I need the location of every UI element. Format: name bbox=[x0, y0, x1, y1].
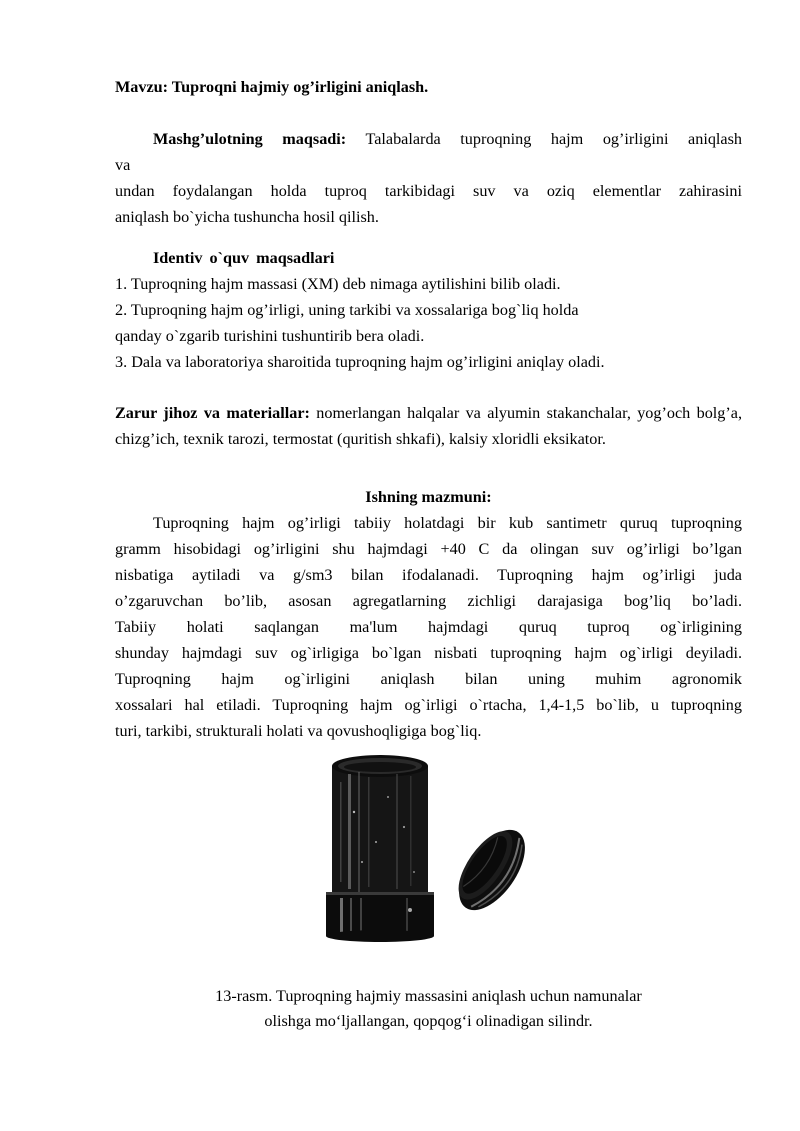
content-line-4: o’zgaruvchan bo’lib, asosan agregatlarning zichligi darajasiga bog’liq bo’ladi. bbox=[115, 592, 742, 610]
content-line-3: nisbatiga aytiladi va g/sm3 bilan ifodalanadi. Tuproqning hajm og’irligi juda bbox=[115, 566, 742, 584]
goal-line-4: aniqlash bo`yicha tushuncha hosil qilish. bbox=[115, 208, 379, 226]
cylinder-lid bbox=[445, 818, 538, 921]
content-line-1: Tuproqning hajm og’irligi tabiiy holatdagi bir kub santimetr quruq tuproqning bbox=[153, 514, 742, 532]
materials-paragraph bbox=[115, 400, 742, 452]
cylinder-body bbox=[326, 755, 434, 942]
cylinder-figure bbox=[318, 752, 540, 948]
materials-text: nomerlangan halqalar va alyumin stakanchalar, yog’och bolg’a, chizg’ich, texnik tarozi, termostat (quritish shkafi), kalsiy xloridli eksikator. bbox=[115, 404, 742, 448]
materials-label: Zarur jihoz va materiallar: bbox=[115, 404, 310, 422]
content-line-6: shunday hajmdagi suv og`irligiga bo`lgan nisbati tuproqning hajm og`irligi deyiladi. bbox=[115, 644, 742, 662]
objective-item-2: 2. Tuproqning hajm og’irligi, uning tarkibi va xossalariga bog`liq holda bbox=[115, 301, 579, 319]
objective-item-1: 1. Tuproqning hajm massasi (XM) deb nimaga aytilishini bilib oladi. bbox=[115, 275, 561, 293]
goal-line-1 bbox=[115, 126, 742, 152]
cylinder-with-lid-image bbox=[318, 752, 540, 948]
objectives-heading: Identiv o`quv maqsadlari bbox=[153, 249, 335, 267]
page-title: Mavzu: Tuproqni hajmiy og’irligini aniqlash. bbox=[115, 78, 429, 96]
goal-line-2: va bbox=[115, 156, 131, 174]
content-line-8: xossalari hal etiladi. Tuproqning hajm og`irligi o`rtacha, 1,4-1,5 bo`lib, u tuproqning bbox=[115, 696, 742, 714]
caption-line-1: 13-rasm. Tuproqning hajmiy massasini aniqlash uchun namunalar bbox=[215, 987, 642, 1005]
content-line-5: Tabiiy holati saqlangan ma'lum hajmdagi quruq tuproq og`irligining bbox=[115, 618, 742, 636]
objectives-section bbox=[115, 245, 742, 375]
goal-paragraph bbox=[115, 126, 742, 230]
objective-item-3: 3. Dala va laboratoriya sharoitida tuproqning hajm og’irligini aniqlay oladi. bbox=[115, 353, 605, 371]
content-line-9: turi, tarkibi, strukturali holati va qovushoqligiga bog`liq. bbox=[115, 722, 482, 740]
objective-item-2-cont: qanday o`zgarib turishini tushuntirib bera oladi. bbox=[115, 327, 425, 345]
goal-line-3: undan foydalangan holda tuproq tarkibidagi suv va oziq elementlar zahirasini bbox=[115, 182, 742, 200]
content-line-2: gramm hisobidagi og’irligini shu hajmdagi +40 C da olingan suv og’irligi bo’lgan bbox=[115, 540, 742, 558]
goal-text-1: Talabalarda tuproqning hajm og’irligini aniqlash bbox=[365, 130, 742, 148]
content-paragraph bbox=[115, 510, 742, 744]
figure-caption bbox=[115, 984, 742, 1034]
caption-line-2: olishga mo‘ljallangan, qopqog‘i olinadigan silindr. bbox=[264, 1012, 593, 1030]
content-line-7: Tuproqning hajm og`irligini aniqlash bilan uning muhim agronomik bbox=[115, 670, 742, 688]
content-heading: Ishning mazmuni: bbox=[365, 488, 492, 506]
goal-label: Mashg’ulotning maqsadi: bbox=[153, 130, 347, 148]
